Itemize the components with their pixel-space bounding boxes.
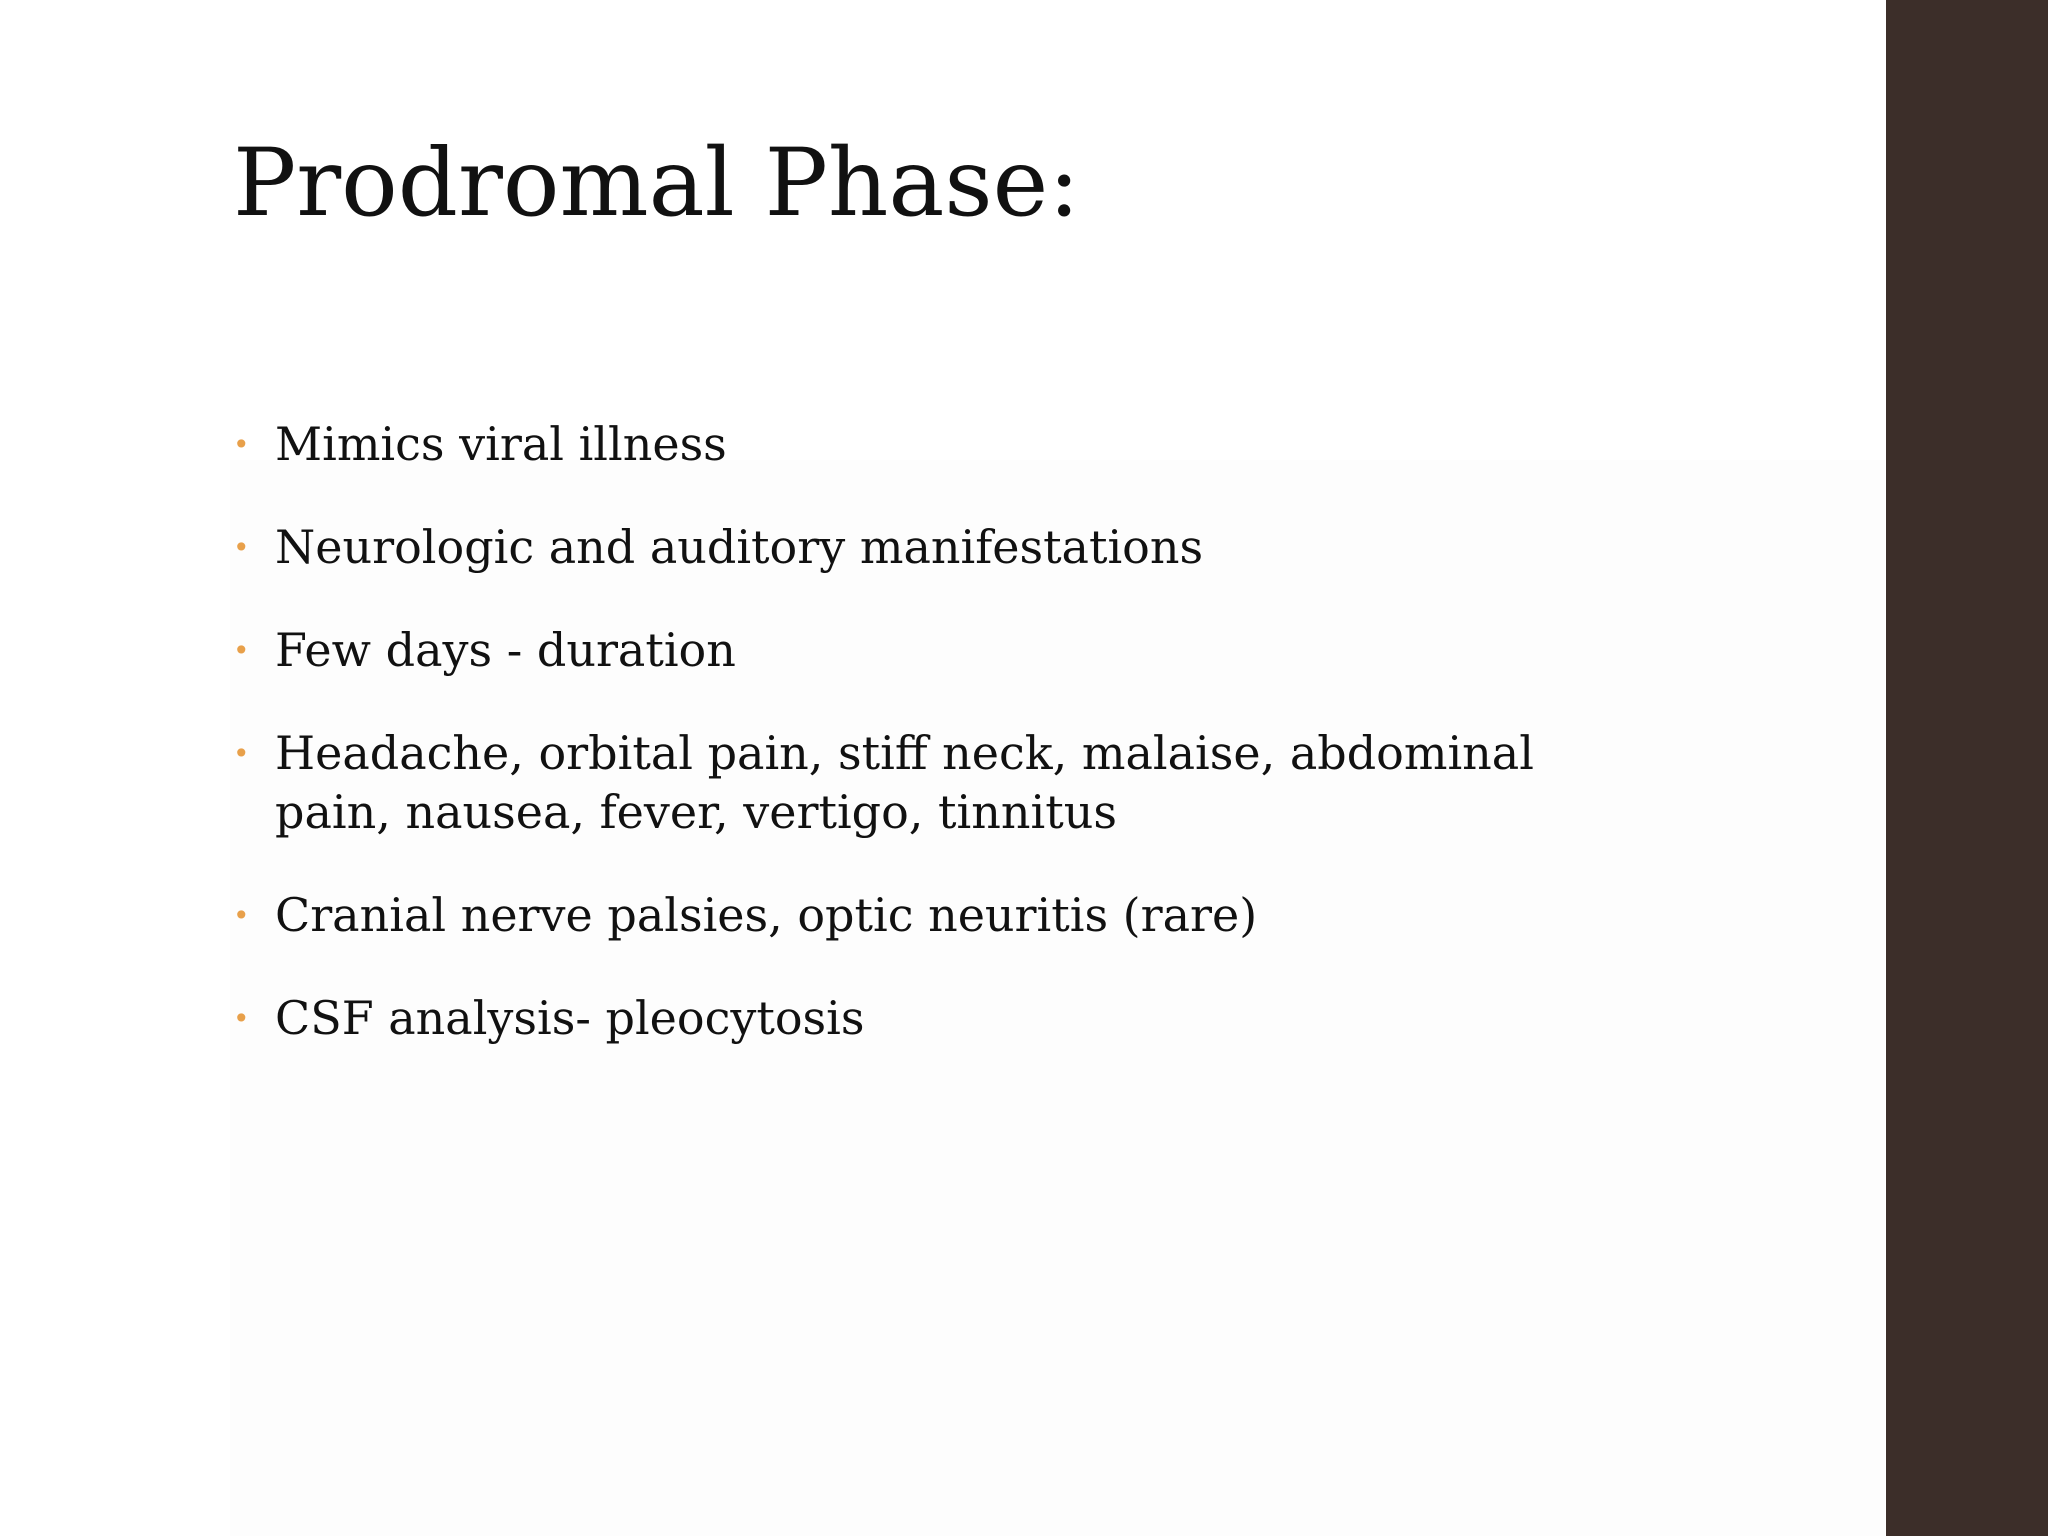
bullet-text: Cranial nerve palsies, optic neuritis (rare) — [275, 888, 1258, 942]
bullet-dot-icon: • — [233, 1002, 250, 1035]
slide-title: Prodromal Phase: — [233, 129, 1080, 238]
bullet-item — [233, 621, 1653, 680]
bullet-dot-icon: • — [233, 634, 250, 667]
side-accent-bar — [1886, 0, 2048, 1536]
bullet-item — [233, 989, 1653, 1048]
bullet-dot-icon: • — [233, 531, 250, 564]
bullet-item — [233, 415, 1653, 474]
bullet-text: Headache, orbital pain, stiff neck, malaise, abdominal pain, nausea, fever, vertigo, tinnitus — [275, 726, 1534, 839]
bullet-dot-icon: • — [233, 899, 250, 932]
bullet-item — [233, 724, 1653, 842]
bullet-item — [233, 518, 1653, 577]
bullet-text: Mimics viral illness — [275, 417, 727, 471]
bullet-dot-icon: • — [233, 428, 250, 461]
bullet-dot-icon: • — [233, 737, 250, 770]
bullet-item — [233, 886, 1653, 945]
bullet-list — [233, 415, 1653, 1092]
bullet-text: Few days - duration — [275, 623, 736, 677]
bullet-text: Neurologic and auditory manifestations — [275, 520, 1204, 574]
bullet-text: CSF analysis- pleocytosis — [275, 991, 865, 1045]
